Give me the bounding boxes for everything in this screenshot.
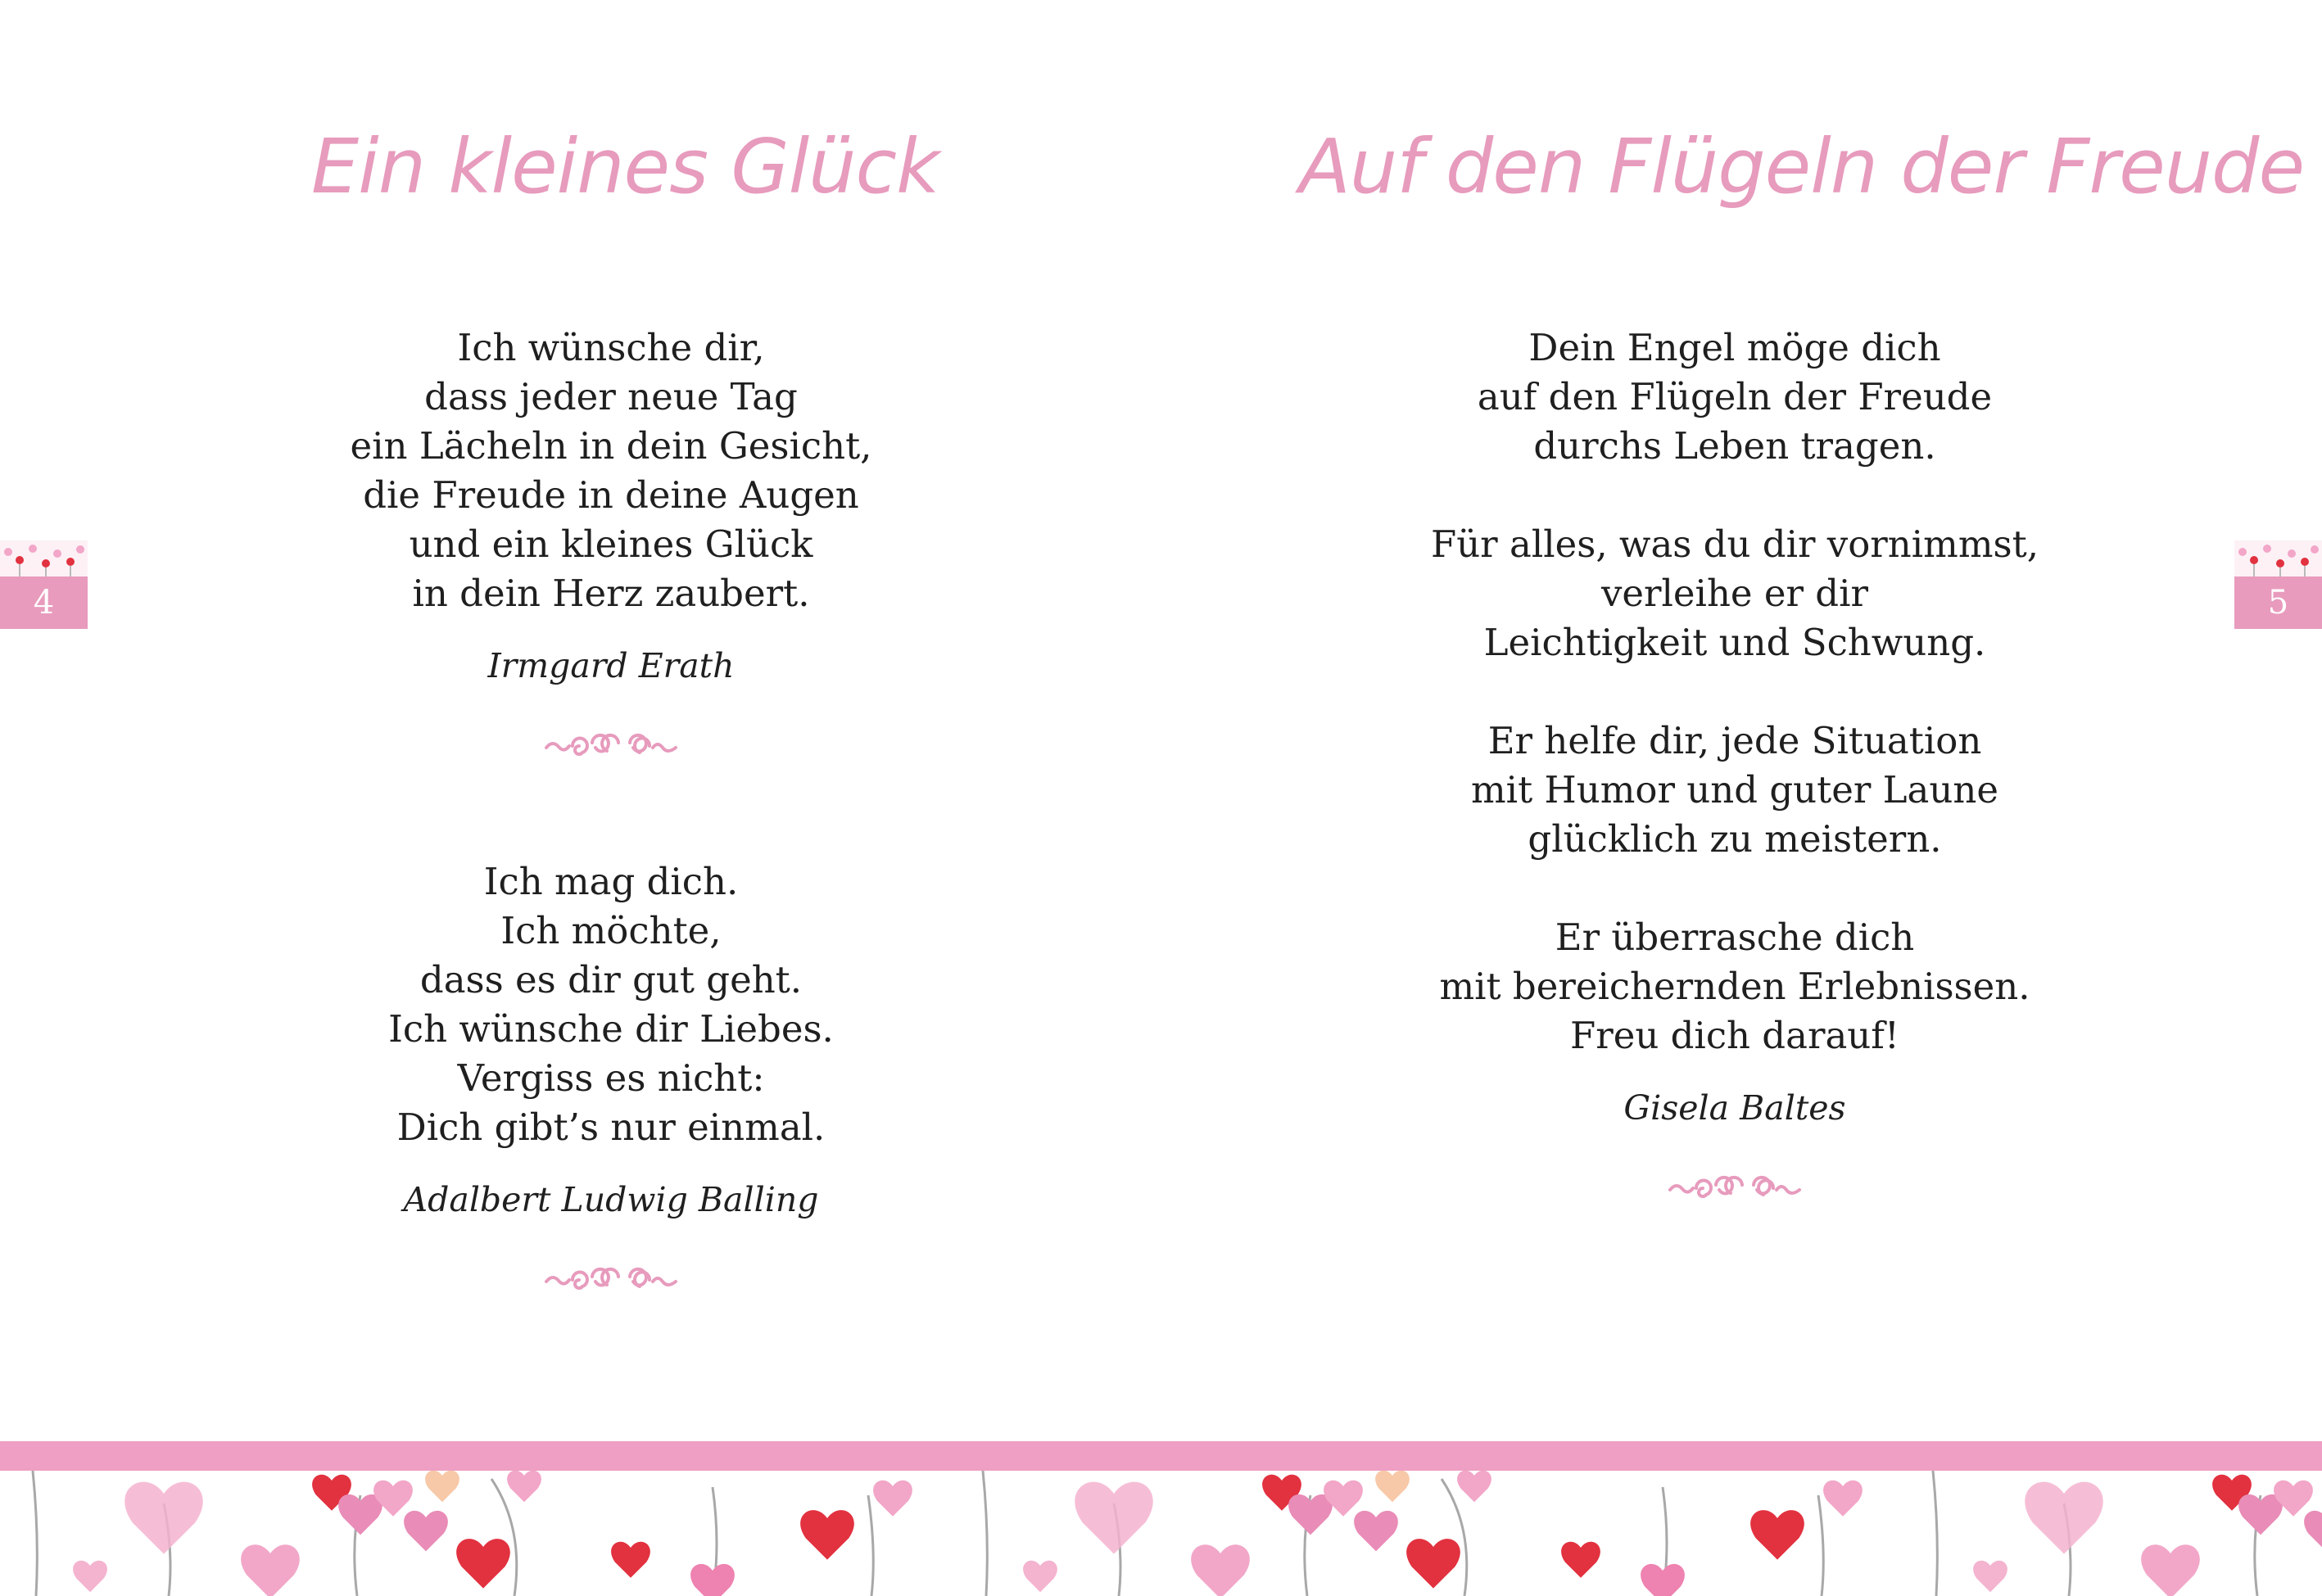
poem-line: Dich gibt’s nur einmal.: [396, 1105, 826, 1149]
poem-line: mit Humor und guter Laune: [1471, 768, 1998, 812]
watercolor-hearts-icon: [0, 1471, 2322, 1596]
poem-line: durchs Leben tragen.: [1533, 424, 1936, 468]
poem-line: in dein Herz zaubert.: [412, 572, 810, 615]
poem-author: Irmgard Erath: [487, 646, 735, 685]
poem-line: Ich wünsche dir Liebes.: [388, 1007, 834, 1051]
swirl-ornament-icon: [1665, 1170, 1804, 1203]
poem-line: Freu dich darauf!: [1569, 1014, 1900, 1057]
page-number: 4: [0, 576, 88, 629]
right-page-title: Auf den Flügeln der Freude: [1299, 123, 2305, 210]
poem-line: Er helfe dir, jede Situation: [1487, 719, 1982, 762]
stanza: [283, 857, 939, 1152]
heart-strip-icon: [2234, 540, 2322, 576]
poem-line: Er überrasche dich: [1555, 916, 1915, 959]
stanza: [1407, 913, 2062, 1060]
stanza: [283, 323, 939, 618]
heart-strip-icon: [0, 540, 88, 576]
poem-line: auf den Flügeln der Freude: [1477, 375, 1993, 418]
poem-line: Leichtigkeit und Schwung.: [1483, 621, 1986, 664]
poem-line: Vergiss es nicht:: [457, 1056, 765, 1100]
poem-line: Ich mag dich.: [483, 860, 739, 903]
poem-line: dass jeder neue Tag: [424, 375, 798, 418]
poem-line: mit bereichernden Erlebnissen.: [1439, 965, 2030, 1008]
stanza: [1407, 717, 2062, 864]
left-page: [0, 0, 1161, 1441]
poem-line: Dein Engel möge dich: [1528, 326, 1941, 369]
pink-band: [0, 1441, 2322, 1471]
page-number-tab-right: [2234, 540, 2322, 629]
poem-line: Ich wünsche dir,: [457, 326, 765, 369]
poem-line: die Freude in deine Augen: [363, 473, 859, 517]
poem-erath: [283, 323, 939, 761]
stanza: [1407, 323, 2062, 471]
poem-line: Ich möchte,: [500, 909, 722, 952]
stanza: [1407, 520, 2062, 667]
poem-author: Adalbert Ludwig Balling: [403, 1180, 819, 1219]
poem-line: verleihe er dir: [1600, 572, 1869, 615]
poem-line: glücklich zu meistern.: [1528, 817, 1942, 861]
poem-line: dass es dir gut geht.: [419, 958, 803, 1001]
right-page: [1161, 0, 2322, 1441]
swirl-ornament-icon: [541, 728, 681, 761]
poem-author: Gisela Baltes: [1623, 1088, 1846, 1128]
swirl-ornament-icon: [541, 1262, 681, 1295]
poem-line: ein Lächeln in dein Gesicht,: [350, 424, 872, 468]
poem-line: und ein kleines Glück: [409, 522, 813, 566]
poem-line: Für alles, was du dir vornimmst,: [1430, 522, 2039, 566]
page-number-tab-left: [0, 540, 88, 629]
poem-baltes: [1407, 323, 2062, 1203]
decorative-heart-footer: [0, 1441, 2322, 1596]
poem-balling: [283, 857, 939, 1295]
left-page-title: Ein kleines Glück: [311, 123, 939, 210]
page-number: 5: [2234, 576, 2322, 629]
